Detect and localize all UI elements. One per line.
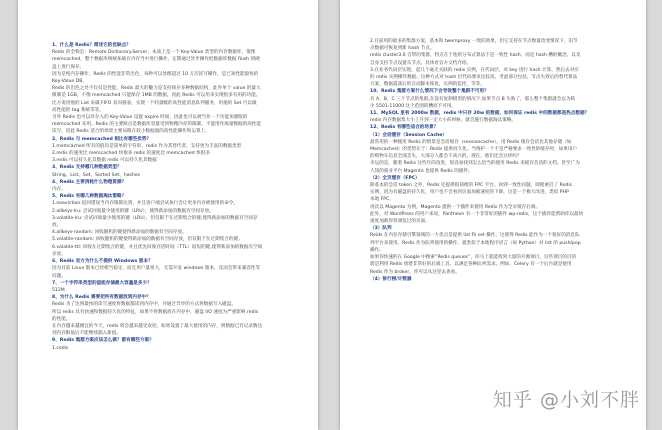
text-line: 此外，对 WordPress 的用户来说，Pantheon 有一个非常好的插件 wp-redis，这个插件能帮助你以最快 (370, 211, 584, 217)
text-line: 本地 FPC。 (370, 197, 394, 203)
text-line: 4.allkeys-random: 回收随机的键使得新添加的数据有空间存放。 (52, 230, 187, 236)
section-heading: 6、Redis 官方为什么不提供 Windows 版本？ (52, 259, 153, 265)
section-heading: 7、一个字符串类型的值能存储最大容量是多少？ (52, 280, 152, 286)
text-line: 2.redis 的速度比 memcached 快很多 redis 的速度比 memcached 快很多 (52, 151, 210, 157)
page-text-left (52, 42, 304, 352)
text-line: 另外 Redis 也可以对存入的 Key-Value 设置 expire 时间，因此也可以被当作一个功能加强版的 (52, 115, 248, 121)
text-line: 存放。 (52, 251, 66, 257)
text-line: 在内存越来越便宜的今天，redis 将会越来越受欢迎，如果设置了最大使用的内存，则数据已有记录数达 (52, 323, 263, 329)
text-line: 2.目前用的最多的集群方案，基本和 twemproxy 一致的效果，但它支持在节点数量改变情况下，旧节 (370, 39, 578, 44)
text-line: 6.volatile-ttl: 回收在过期集合的键，并且优先回收存活时间（TTL）较短的键,使得新添加的数据有空间 (52, 244, 263, 250)
text-line: redis cluster3.0 自带的集群，特点在于他的分布式算法不是一致性 hash，而是 hash 槽的概念，以及 (370, 53, 581, 59)
text-line: 最常用的一种使用 Redis 的情景是会话缓存（sessioncache）。用 Redis 缓存会话比其他存储（如 (370, 139, 572, 145)
text-line: 512M (52, 287, 65, 293)
section-heading: （3）队列 (370, 226, 392, 232)
text-line: Redis 为了达到最快的读写速度将数据都读到内存中，并通过异步的方式将数据写入磁盘。 (52, 302, 236, 308)
text-line: 有 A，B，C 三个节点的集群,在没有复制模型的情况下,如果节点 B 失败了，那么整个集群就会以为缺 (370, 96, 576, 102)
text-line: 再次以 Magento 为例，Magento 提供一个插件来使用 Redis 作为全页缓存后端。 (370, 204, 541, 210)
watermark-author: @小刘不胖 (539, 389, 640, 411)
text-line: 因为目前 Linux 版本已经相当稳定，而且用户量很大，无需开发 windows 版本，反而会带来兼容性等 (52, 266, 261, 272)
text-line: 内存。 (52, 187, 66, 193)
section-heading: 11、MySQL 里有 2000w 数据，redis 中只存 20w 的数据，如何保证 redis 中的数据都是热点数据？ (370, 111, 590, 117)
text-line: String、List、Set、Sorted Set、hashes (52, 172, 141, 178)
text-line: 5.volatile-random: 回收随机的键使得新添加的数据有空间存放，但仅限于在过期集合的键。 (52, 237, 243, 243)
text-line: 就是利用 Redis 创建非常好的后端工具，以满足各种队列需求。例如，Celery 有一个后台就是使用 (370, 262, 572, 268)
text-line: 操作。 (370, 247, 384, 253)
text-line: memcached 来用。Redis 的主要缺点是数据库容量受到物理内存的限制，不能用作海量数据的高性能 (52, 122, 261, 128)
text-line: 所以 redis 具有快速和数据持久化的特征，如果不将数据放在内存中，磁盘 I/O 速度为严重影响 redis (52, 309, 259, 315)
text-line: redis 内存数据集大小上升到一定大小的时候，就会施行数据淘汰策略。 (370, 118, 516, 124)
text-line: 2.allkeys-lru: 尝试回收最少使用的键（LRU），使得新添加的数据有空间存放。 (52, 208, 214, 214)
section-heading: 12、Redis 有哪些适合的场景？ (370, 125, 439, 131)
text-line: 如果你快速的在 Google 中搜索“Redis queues”，你马上就能找到大量的开源项目，这些项目的目的 (370, 255, 577, 261)
text-line: 读写，因此 Redis 适合的场景主要局限在较小数据量的高性能操作和运算上。 (52, 129, 210, 135)
section-heading: 9、Redis 集群方案应该怎么做？都有哪些方案？ (52, 338, 154, 344)
text-line: 列平台来使用。Redis 作为队列使用的操作，就类似于本地程序语言（如 Python）对 list 的 push/pop (370, 240, 581, 246)
watermark-brand: 知乎 (492, 389, 533, 411)
text-line: 1.memcached 所有的值均是简单的字符串，redis 作为其替代者，支持更为丰富的数据类型 (52, 143, 242, 149)
text-line: 3.在业务代码层实现，起几个毫无关联的 redis 实例，在代码层，对 key 进行 hash 计算，然后去对应 (370, 67, 579, 73)
text-line: 因为是纯内存操作，Redis 的性能非常出色，每秒可以处理超过 10 万次读写操作，是已知性能最快的 (52, 71, 259, 77)
text-line: 1.codis (52, 345, 69, 351)
document-page-left (18, 0, 318, 430)
text-line: 1.noeviction:返回错误当内存限制达到，并且客户端尝试执行会让更多内存被使用的命令。 (52, 201, 238, 207)
text-line: 人知的商业平台 Magento 也提供 Redis 的插件。 (370, 168, 473, 174)
text-line: 高性能的 tag 系统等等。 (52, 107, 104, 113)
text-line: 少 5501-11000 这个范围的槽而不可用。 (370, 103, 457, 109)
text-line: Redis 的出色之处不仅仅是性能，Redis 最大的魅力是支持保存多种数据结构，此外单个 value 的最大 (52, 86, 261, 92)
section-heading: 5、Redis 有哪几种数据淘汰策略？ (52, 194, 127, 200)
text-line: 3.redis 可以持久化其数据 redis 可以持久化其数据 (52, 158, 157, 164)
section-heading: 8、为什么 Redis 需要把所有数据放到内存中？ (52, 295, 151, 301)
section-heading: （1）会话缓存（Session Cache） (370, 132, 448, 138)
page-text-right (370, 38, 632, 283)
text-line: Key-Value DB。 (52, 79, 87, 85)
text-line: Redis 的全称是：Remote Dictionary.Server，本质上是一个 Key-Value 类型的内存数据库，很像 (52, 50, 256, 56)
section-heading: （2）全页缓存（FPC） (370, 175, 420, 181)
text-line: 除基本的会话 token 之外，Redis 还提供很简便的 FPC 平台。回到一致性问题，即使重启了 Redis (370, 183, 573, 189)
text-line: 方案，数据震荡后的自动脚本恢复，实例的监控，等等。 (370, 82, 485, 88)
text-line: 问题。 (52, 273, 66, 279)
section-heading: （4）排行榜/计数器 (370, 276, 412, 282)
text-line: 自身支持节点设置从节点。具体看官方文档介绍。 (370, 60, 472, 66)
section-heading: 1、什么是 Redis？简述它的优缺点？ (52, 43, 131, 48)
text-line: 速度加载你曾浏览过的页面。 (370, 219, 430, 225)
text-line: Memcached）的优势在于：Redis 提供持久化。当维护一个不是严格要求一致性的缓存时，如果用户 (370, 147, 578, 153)
document-page-right (340, 0, 646, 430)
section-heading: 3、Redis 支持哪几种数据类型？ (52, 165, 122, 171)
text-line: 3.volatile-lru: 尝试回收最少使用的键（LRU），但仅限于在过期集合的键,使得新添加的数据有空间存 (52, 215, 258, 221)
text-line: Reids 在内存存储引擎领域的一大优点是提供 list 和 set 操作，这使得 Redis 能作为一个很好的消息队 (370, 233, 580, 239)
text-line: 的购物车信息全部丢失，大部分人都会不高兴的，现在，他们还会这样吗？ (370, 154, 522, 160)
text-line: 实例，因为有磁盘的持久化，用户也不会看到页面加载速度的下降，这是一个极大改进，类似 PHP (370, 190, 569, 196)
text-line: 限制是 1GB，不像 memcached 只能保存 1MB 的数据，因此 Redis 可以用来实现很多有用的功能。 (52, 93, 261, 99)
text-line: 放。 (52, 223, 62, 229)
section-heading: 4、Redis 主要消耗什么物理资源？ (52, 179, 127, 185)
text-line: 比方说用他的 List 来做 FIFO 双向链表，实现一个轻量级的高性能消息队列服务，用他的 Set 可以做 (52, 100, 257, 106)
text-line: memcached，整个数据库统统加载在内存当中进行操作，定期通过异步操作把数据库数据 flush 到硬 (52, 57, 260, 63)
text-line: Redis 作为 broker，你可以从这里去查看。 (370, 269, 460, 275)
text-line: 的性能。 (52, 316, 71, 322)
text-line: 到内存限值后不能继续插入新值。 (52, 331, 121, 337)
zhihu-watermark (493, 385, 640, 412)
text-line: 盘上进行保存。 (52, 64, 85, 70)
section-heading: 10、Redis 集群方案什么情况下会导致整个集群不可用？ (370, 89, 489, 95)
text-line: 的 redis 实例操作数据。这种方式对 hash 层代码要求比较高，考虑部分包括，节点失效后的替代算法 (370, 75, 578, 81)
text-line: 点数据可恢复到新 hash 节点。 (370, 46, 435, 52)
text-line: 幸运的是，随着 Redis 这些年的改进，很容易找到怎么恰当的使用 Redis 来缓存会话的文档。甚至广为 (370, 161, 580, 167)
section-heading: 2、Redis 与 memcached 相比有哪些优势？ (52, 136, 152, 142)
